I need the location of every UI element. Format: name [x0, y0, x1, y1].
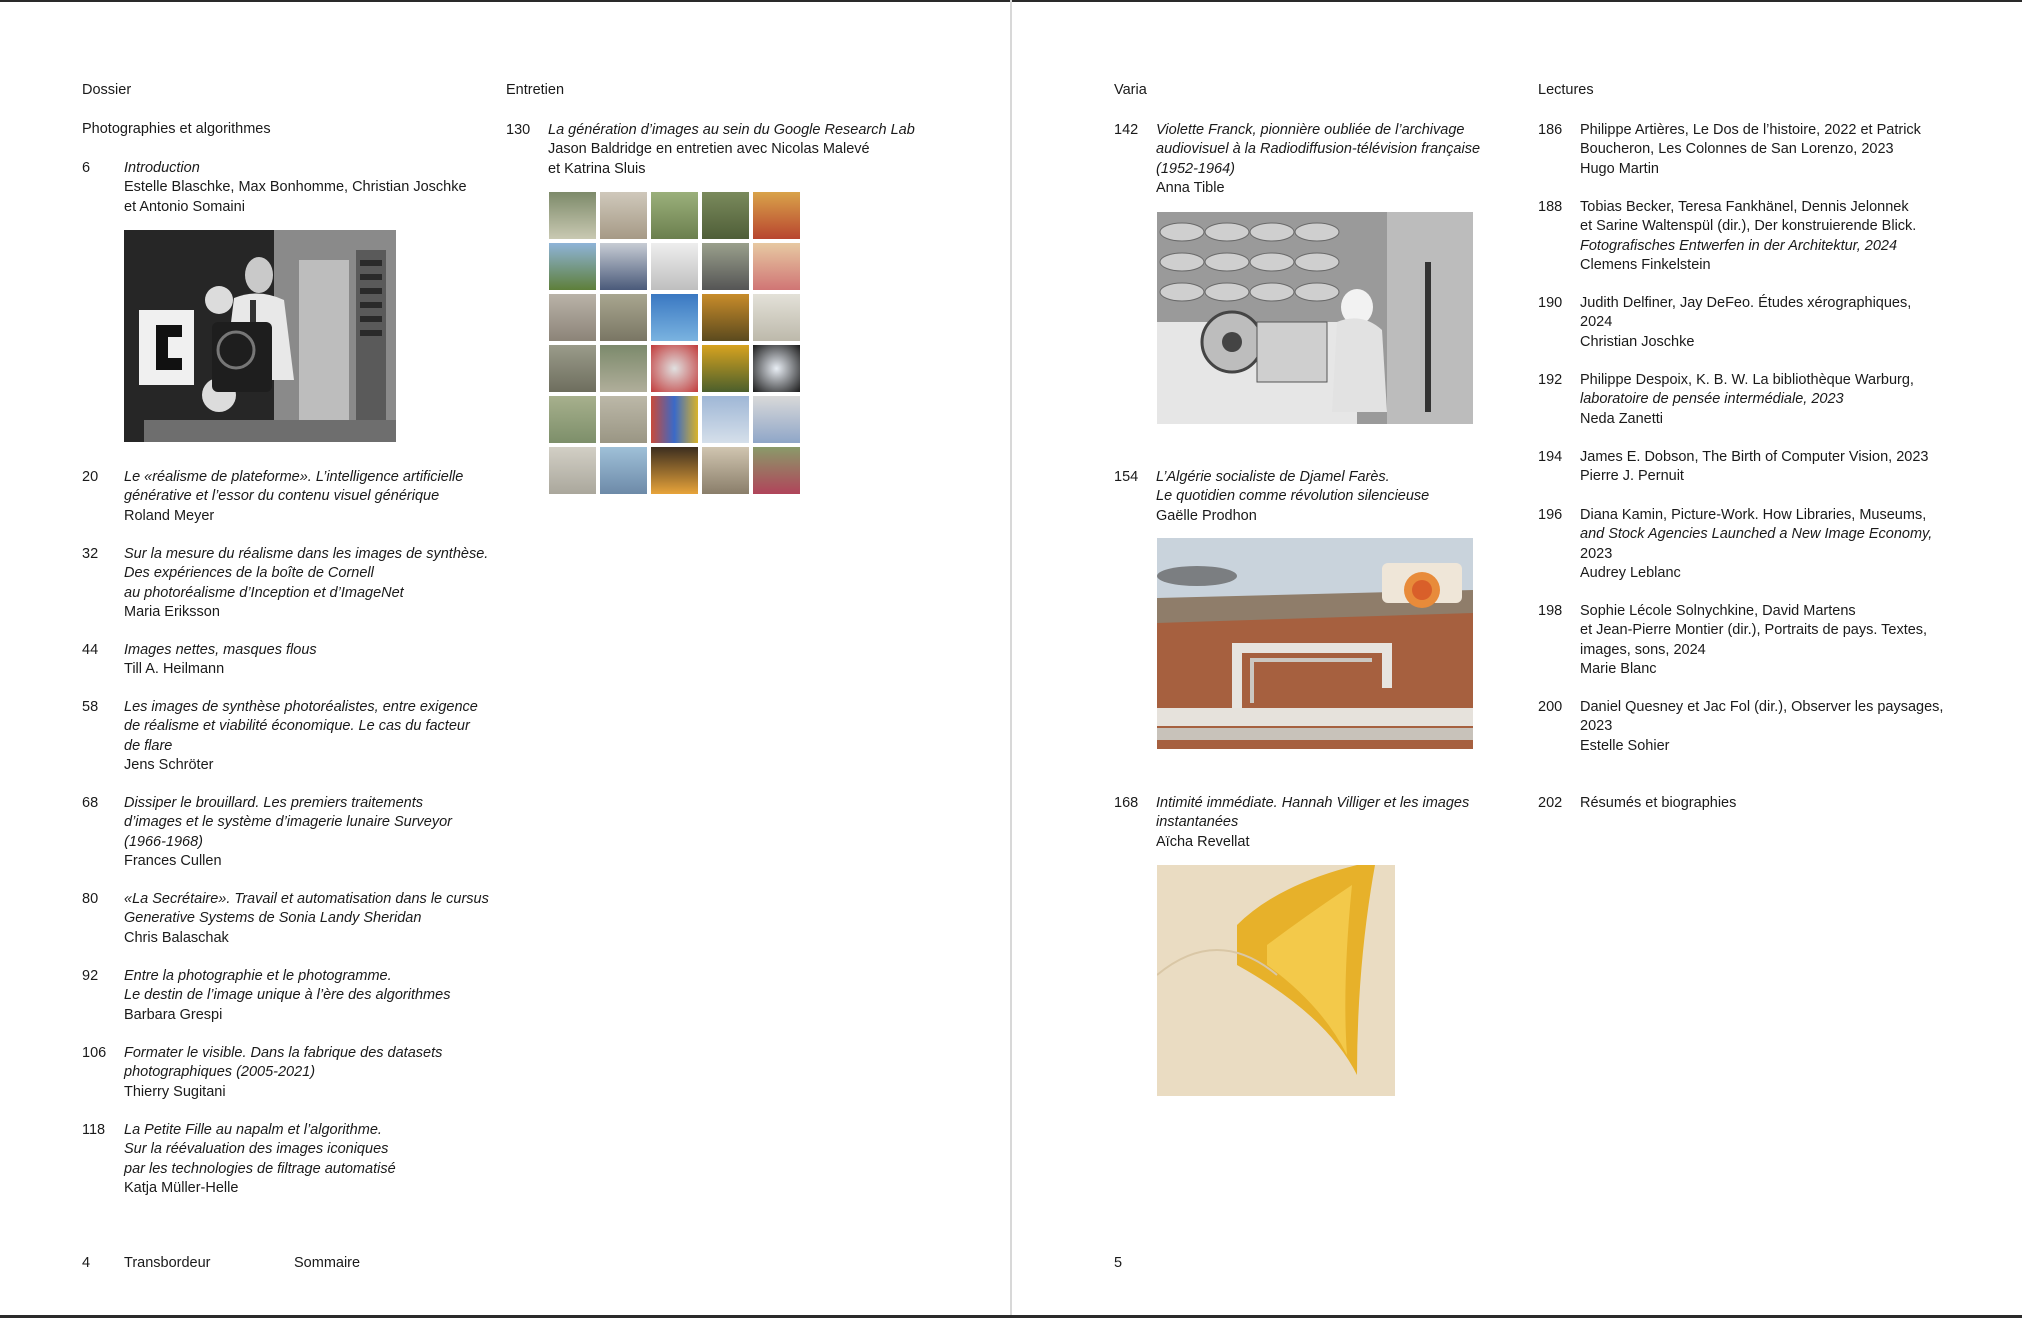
- entry-author: Jason Baldridge en entretien avec Nicolas Malevé: [548, 141, 870, 158]
- entry-title: Le «réalisme de plateforme». L’intelligence artificielle: [124, 469, 464, 485]
- dossier-heading: Dossier: [82, 82, 132, 98]
- entry-title: «La Secrétaire». Travail et automatisation dans le cursus: [124, 891, 489, 907]
- entry-text: Sophie Lécole Solnychkine, David Martens: [1580, 603, 1856, 619]
- page-number: 20: [82, 469, 99, 485]
- grid-photo: [651, 192, 698, 239]
- grid-photo: [651, 396, 698, 443]
- dossier-title: Photographies et algorithmes: [82, 121, 271, 137]
- entry-title: (1966-1968): [124, 833, 203, 850]
- entry-title: Violette Franck, pionnière oubliée de l’archivage: [1156, 122, 1465, 138]
- page-number: 130: [506, 122, 531, 138]
- entry-title: de flare: [124, 737, 173, 754]
- entry-author: Estelle Sohier: [1580, 737, 1670, 754]
- entry-title: Formater le visible. Dans la fabrique des datasets: [124, 1045, 443, 1061]
- grid-photo: [549, 447, 596, 494]
- page-number: 32: [82, 546, 99, 562]
- grid-photo: [600, 243, 647, 290]
- page-number: 44: [82, 642, 99, 658]
- entry-title: L’Algérie socialiste de Djamel Farès.: [1156, 469, 1390, 485]
- grid-photo: [753, 345, 800, 392]
- page-number: 80: [82, 891, 99, 907]
- entry-author: Thierry Sugitani: [124, 1083, 226, 1100]
- page-number: 188: [1538, 199, 1563, 215]
- entry-title: Images nettes, masques flous: [124, 642, 317, 658]
- entry-text: 2023: [1580, 545, 1613, 562]
- entry-text: Tobias Becker, Teresa Fankhänel, Dennis Jelonnek: [1580, 199, 1909, 215]
- entry-author: Gaëlle Prodhon: [1156, 507, 1257, 524]
- varia-heading: Varia: [1114, 82, 1147, 98]
- entry-author: Clemens Finkelstein: [1580, 256, 1711, 273]
- entry-author: et Katrina Sluis: [548, 160, 646, 177]
- page-number: 58: [82, 699, 99, 715]
- entry-text: Daniel Quesney et Jac Fol (dir.), Observer les paysages,: [1580, 699, 1944, 715]
- page-number: 6: [82, 160, 91, 176]
- grid-photo: [702, 243, 749, 290]
- entry-title: Generative Systems de Sonia Landy Sheridan: [124, 910, 422, 927]
- entry-author: Neda Zanetti: [1580, 410, 1664, 427]
- grid-photo: [549, 192, 596, 239]
- grid-photo: [702, 396, 749, 443]
- grid-photo: [651, 345, 698, 392]
- entry-title: Dissiper le brouillard. Les premiers traitements: [124, 795, 423, 811]
- entry-title: Intimité immédiate. Hannah Villiger et les images: [1156, 795, 1470, 811]
- grid-photo: [600, 294, 647, 341]
- entretien-heading: Entretien: [506, 82, 565, 98]
- entry-title: par les technologies de filtrage automatisé: [124, 1160, 396, 1177]
- grid-photo: [702, 192, 749, 239]
- entry-title: Sur la mesure du réalisme dans les images de synthèse.: [124, 546, 489, 562]
- entry-text: Boucheron, Les Colonnes de San Lorenzo, 2023: [1580, 141, 1894, 158]
- entry-title: (1952-1964): [1156, 160, 1235, 177]
- grid-photo: [753, 243, 800, 290]
- entry-title: d’images et le système d’imagerie lunaire Surveyor: [124, 814, 453, 831]
- photo-grid: [549, 192, 800, 494]
- entry-author: Marie Blanc: [1580, 660, 1657, 677]
- footer-section: Sommaire: [294, 1255, 361, 1271]
- entry-author: Chris Balaschak: [124, 929, 229, 946]
- page-number: 118: [82, 1122, 106, 1138]
- photo-film-archive: [1157, 212, 1473, 424]
- page-number: 168: [1114, 795, 1139, 811]
- grid-photo: [702, 447, 749, 494]
- page-number: 92: [82, 968, 99, 984]
- page-number: 202: [1538, 795, 1563, 811]
- grid-photo: [702, 345, 749, 392]
- grid-photo: [600, 345, 647, 392]
- page-number: 194: [1538, 449, 1563, 465]
- entry-title: La génération d’images au sein du Google Research Lab: [548, 122, 915, 138]
- grid-photo: [549, 294, 596, 341]
- photo-yellow-fabric: [1157, 865, 1395, 1096]
- entry-text: 2024: [1580, 314, 1613, 331]
- grid-photo: [651, 294, 698, 341]
- entry-title: Le quotidien comme révolution silencieuse: [1156, 488, 1430, 505]
- entry-author: et Antonio Somaini: [124, 198, 245, 215]
- entry-author: Barbara Grespi: [124, 1006, 223, 1023]
- entry-text: Diana Kamin, Picture-Work. How Libraries, Museums,: [1580, 507, 1927, 523]
- grid-photo: [549, 243, 596, 290]
- page-number: 142: [1114, 122, 1139, 138]
- entry-title: Les images de synthèse photoréalistes, entre exigence: [124, 699, 478, 715]
- entry-author: Jens Schröter: [124, 756, 214, 773]
- grid-photo: [600, 447, 647, 494]
- entry-author: Pierre J. Pernuit: [1580, 468, 1684, 485]
- grid-photo: [600, 192, 647, 239]
- page-number: 154: [1114, 469, 1139, 485]
- grid-photo: [753, 396, 800, 443]
- entry-text: Résumés et biographies: [1580, 795, 1737, 811]
- grid-photo: [549, 345, 596, 392]
- entry-title: Des expériences de la boîte de Cornell: [124, 565, 374, 582]
- entry-title: Entre la photographie et le photogramme.: [124, 968, 392, 984]
- lectures-heading: Lectures: [1538, 82, 1594, 98]
- entry-text: James E. Dobson, The Birth of Computer Vision, 2023: [1580, 449, 1929, 465]
- entry-author: Maria Eriksson: [124, 603, 220, 620]
- grid-photo: [651, 243, 698, 290]
- entry-title: au photoréalisme d’Inception et d’ImageNet: [124, 584, 404, 601]
- entry-text: laboratoire de pensée intermédiale, 2023: [1580, 391, 1844, 408]
- entry-title: Sur la réévaluation des images iconiques: [124, 1141, 389, 1158]
- entry-title: Le destin de l’image unique à l’ère des algorithmes: [124, 987, 451, 1004]
- entry-title: Introduction: [124, 160, 200, 176]
- grid-photo: [600, 396, 647, 443]
- page-number: 186: [1538, 122, 1563, 138]
- entry-text: 2023: [1580, 718, 1613, 735]
- grid-photo: [651, 447, 698, 494]
- grid-photo: [753, 192, 800, 239]
- entry-text: images, sons, 2024: [1580, 641, 1706, 658]
- entry-text: Judith Delfiner, Jay DeFeo. Études xérographiques,: [1580, 295, 1912, 311]
- footer-journal: Transbordeur: [124, 1255, 211, 1271]
- entry-title: générative et l’essor du contenu visuel générique: [124, 488, 440, 505]
- page-number: 192: [1538, 372, 1563, 388]
- footer-page-number: 4: [82, 1255, 91, 1271]
- page-number: 190: [1538, 295, 1563, 311]
- entry-title: La Petite Fille au napalm et l’algorithme.: [124, 1122, 382, 1138]
- entry-author: Estelle Blaschke, Max Bonhomme, Christian Joschke: [124, 179, 467, 196]
- page-number: 196: [1538, 507, 1563, 523]
- page-number: 68: [82, 795, 99, 811]
- entry-author: Katja Müller-Helle: [124, 1179, 239, 1196]
- entry-title: photographiques (2005-2021): [124, 1064, 316, 1081]
- entry-title: audiovisuel à la Radiodiffusion-télévision française: [1156, 141, 1481, 158]
- entry-text: and Stock Agencies Launched a New Image Economy,: [1580, 526, 1933, 543]
- page-number: 200: [1538, 699, 1563, 715]
- footer-page-number: 5: [1114, 1255, 1123, 1271]
- entry-title: de réalisme et viabilité économique. Le cas du facteur: [124, 718, 470, 735]
- center-gutter: [1010, 0, 1012, 1318]
- entry-text: Philippe Artières, Le Dos de l’histoire, 2022 et Patrick: [1580, 122, 1921, 138]
- entry-text: Fotografisches Entwerfen in der Architektur, 2024: [1580, 237, 1898, 254]
- grid-photo: [753, 294, 800, 341]
- photo-algeria-pipeline: [1157, 538, 1473, 749]
- entry-author: Till A. Heilmann: [124, 661, 225, 678]
- entry-text: et Sarine Waltenspül (dir.), Der konstruierende Blick.: [1580, 218, 1917, 235]
- grid-photo: [549, 396, 596, 443]
- entry-text: et Jean-Pierre Montier (dir.), Portraits de pays. Textes,: [1580, 622, 1928, 639]
- entry-title: instantanées: [1156, 814, 1239, 831]
- page-number: 106: [82, 1045, 107, 1061]
- entry-author: Aïcha Revellat: [1156, 833, 1250, 850]
- entry-author: Hugo Martin: [1580, 160, 1659, 177]
- page-number: 198: [1538, 603, 1563, 619]
- grid-photo: [753, 447, 800, 494]
- entry-author: Anna Tible: [1156, 179, 1225, 196]
- photo-man-with-machine: [124, 230, 396, 442]
- entry-author: Audrey Leblanc: [1580, 564, 1681, 581]
- entry-text: Philippe Despoix, K. B. W. La bibliothèque Warburg,: [1580, 372, 1914, 388]
- entry-author: Frances Cullen: [124, 852, 222, 869]
- entry-author: Roland Meyer: [124, 507, 215, 524]
- entry-author: Christian Joschke: [1580, 333, 1695, 350]
- grid-photo: [702, 294, 749, 341]
